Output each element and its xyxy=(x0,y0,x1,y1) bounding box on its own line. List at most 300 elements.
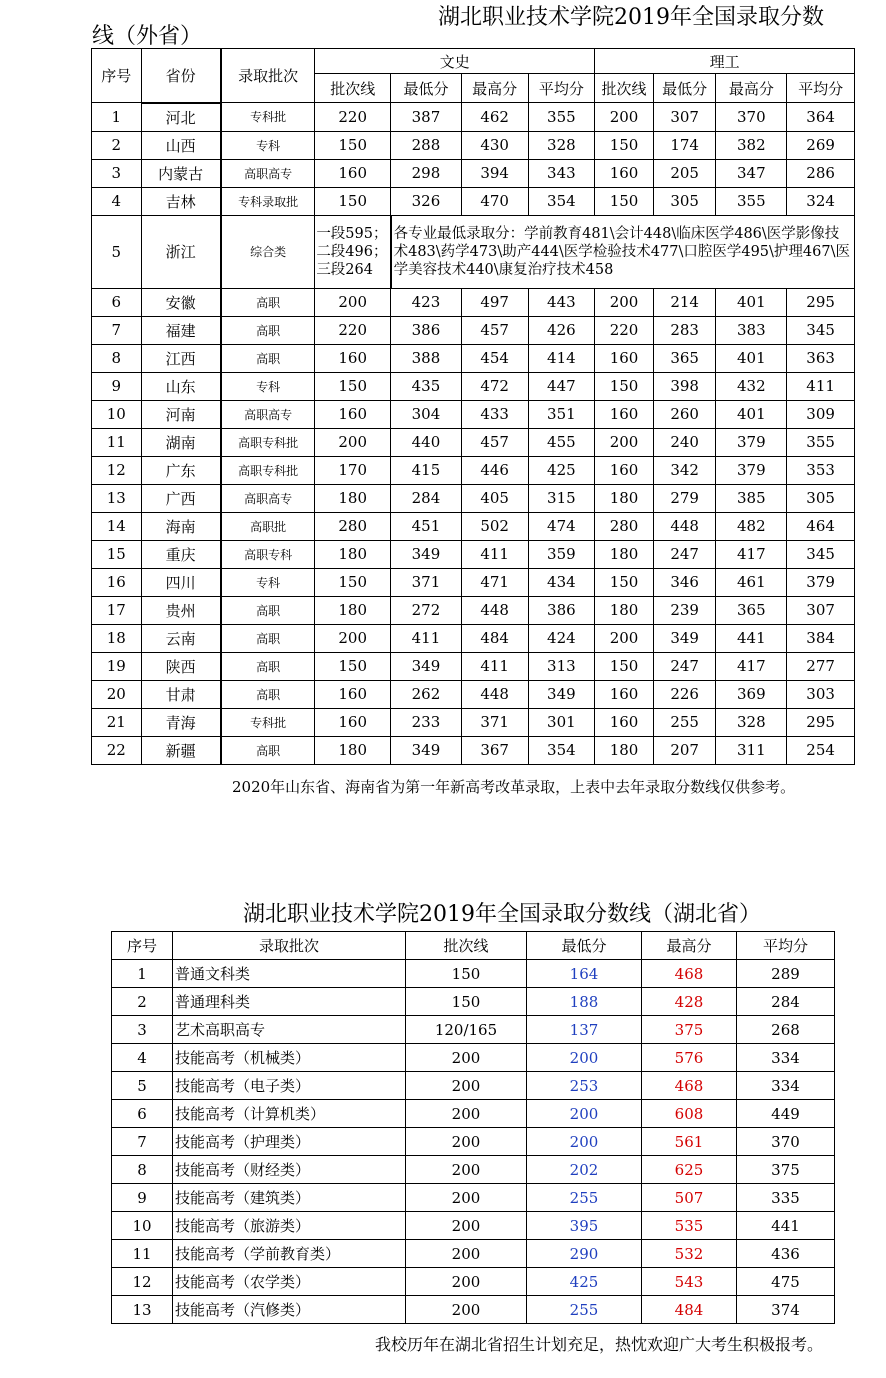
cell-li: 384 xyxy=(787,624,855,652)
table-row xyxy=(92,736,855,764)
cell-batch-line: 200 xyxy=(406,1184,527,1212)
score-line: 一段595； xyxy=(316,225,388,242)
table-row xyxy=(92,484,855,512)
cell-avg: 475 xyxy=(737,1268,835,1296)
cell-wen: 435 xyxy=(391,372,462,400)
cell-li: 200 xyxy=(595,624,654,652)
cell-wen: 304 xyxy=(391,400,462,428)
cell-score-lines xyxy=(315,215,391,288)
cell-no: 4 xyxy=(92,187,142,215)
cell-batch: 技能高考（汽修类） xyxy=(173,1296,406,1324)
cell-wen: 355 xyxy=(528,103,595,132)
cell-li: 355 xyxy=(787,428,855,456)
cell-wen: 359 xyxy=(528,540,595,568)
cell-li: 207 xyxy=(653,736,716,764)
cell-no: 8 xyxy=(92,344,142,372)
cell-li: 411 xyxy=(787,372,855,400)
cell-batch: 技能高考（机械类） xyxy=(173,1044,406,1072)
cell-batch: 技能高考（农学类） xyxy=(173,1268,406,1296)
cell-li: 150 xyxy=(595,652,654,680)
cell-li: 305 xyxy=(653,187,716,215)
cell-wen: 200 xyxy=(315,624,391,652)
cell-li: 448 xyxy=(653,512,716,540)
cell-li: 286 xyxy=(787,159,855,187)
cell-wen: 150 xyxy=(315,372,391,400)
cell-li: 432 xyxy=(716,372,787,400)
cell-li: 363 xyxy=(787,344,855,372)
cell-batch: 专科批 xyxy=(221,103,315,132)
cell-batch-line: 200 xyxy=(406,1268,527,1296)
cell-no: 12 xyxy=(92,456,142,484)
cell-batch: 高职专科批 xyxy=(221,456,315,484)
cell-min: 200 xyxy=(527,1100,642,1128)
cell-wen: 388 xyxy=(391,344,462,372)
page-title-hubei: 湖北职业技术学院2019年全国录取分数线（湖北省） xyxy=(243,902,761,927)
cell-li: 342 xyxy=(653,456,716,484)
table-row xyxy=(112,1016,835,1044)
cell-li: 200 xyxy=(595,428,654,456)
cell-li: 305 xyxy=(787,484,855,512)
table-row xyxy=(92,652,855,680)
cell-batch: 高职 xyxy=(221,596,315,624)
cell-li: 160 xyxy=(595,708,654,736)
cell-li: 150 xyxy=(595,187,654,215)
cell-batch-line: 200 xyxy=(406,1128,527,1156)
cell-li: 417 xyxy=(716,540,787,568)
cell-li: 328 xyxy=(716,708,787,736)
cell-wen: 484 xyxy=(461,624,528,652)
cell-wen: 180 xyxy=(315,736,391,764)
table-row xyxy=(92,372,855,400)
cell-avg: 289 xyxy=(737,960,835,988)
cell-batch: 高职 xyxy=(221,288,315,316)
cell-province: 浙江 xyxy=(141,215,221,288)
cell-max: 535 xyxy=(642,1212,737,1240)
cell-province: 新疆 xyxy=(141,736,221,764)
cell-li: 180 xyxy=(595,596,654,624)
cell-no: 4 xyxy=(112,1044,173,1072)
cell-min: 425 xyxy=(527,1268,642,1296)
cell-wen: 160 xyxy=(315,680,391,708)
cell-wen: 451 xyxy=(391,512,462,540)
cell-no: 15 xyxy=(92,540,142,568)
cell-wen: 272 xyxy=(391,596,462,624)
cell-wen: 502 xyxy=(461,512,528,540)
cell-min: 255 xyxy=(527,1184,642,1212)
cell-batch-line: 150 xyxy=(406,988,527,1016)
table-row xyxy=(92,680,855,708)
cell-li: 200 xyxy=(595,288,654,316)
cell-batch-line: 200 xyxy=(406,1212,527,1240)
footnote-out: 2020年山东省、海南省为第一年新高考改革录取，上表中去年录取分数线仅供参考。 xyxy=(232,778,796,796)
score-line: 三段264 xyxy=(316,261,373,278)
cell-wen: 150 xyxy=(315,568,391,596)
cell-li: 150 xyxy=(595,568,654,596)
cell-province: 内蒙古 xyxy=(141,159,221,187)
cell-wen: 288 xyxy=(391,131,462,159)
cell-avg: 436 xyxy=(737,1240,835,1268)
cell-wen: 447 xyxy=(528,372,595,400)
cell-wen: 354 xyxy=(528,736,595,764)
cell-li: 307 xyxy=(653,103,716,132)
cell-wen: 448 xyxy=(461,596,528,624)
cell-no: 14 xyxy=(92,512,142,540)
cell-wen: 443 xyxy=(528,288,595,316)
cell-wen: 394 xyxy=(461,159,528,187)
cell-wen: 411 xyxy=(391,624,462,652)
cell-li: 279 xyxy=(653,484,716,512)
cell-batch: 高职批 xyxy=(221,512,315,540)
table-row xyxy=(112,1268,835,1296)
hubei-header-cell: 录取批次 xyxy=(173,932,406,960)
cell-wen: 200 xyxy=(315,428,391,456)
cell-no: 19 xyxy=(92,652,142,680)
header-li-sub: 平均分 xyxy=(787,74,855,103)
cell-batch: 高职 xyxy=(221,680,315,708)
cell-min: 137 xyxy=(527,1016,642,1044)
cell-batch: 高职高专 xyxy=(221,400,315,428)
table-row-zhejiang xyxy=(92,215,855,288)
cell-min: 200 xyxy=(527,1044,642,1072)
cell-wen: 386 xyxy=(391,316,462,344)
cell-no: 21 xyxy=(92,708,142,736)
cell-province: 广西 xyxy=(141,484,221,512)
cell-batch: 技能高考（学前教育类） xyxy=(173,1240,406,1268)
hubei-header-cell: 批次线 xyxy=(406,932,527,960)
cell-wen: 423 xyxy=(391,288,462,316)
cell-wen: 160 xyxy=(315,400,391,428)
cell-wen: 455 xyxy=(528,428,595,456)
cell-batch: 高职高专 xyxy=(221,484,315,512)
cell-province: 广东 xyxy=(141,456,221,484)
cell-province: 湖南 xyxy=(141,428,221,456)
cell-wen: 220 xyxy=(315,316,391,344)
cell-min: 200 xyxy=(527,1128,642,1156)
cell-batch-line: 200 xyxy=(406,1100,527,1128)
cell-no: 13 xyxy=(112,1296,173,1324)
cell-batch: 普通理科类 xyxy=(173,988,406,1016)
table-row xyxy=(92,568,855,596)
cell-li: 355 xyxy=(716,187,787,215)
cell-wen: 298 xyxy=(391,159,462,187)
cell-batch: 专科 xyxy=(221,568,315,596)
cell-wen: 414 xyxy=(528,344,595,372)
cell-batch: 专科录取批 xyxy=(221,187,315,215)
cell-wen: 367 xyxy=(461,736,528,764)
hubei-header-cell: 最低分 xyxy=(527,932,642,960)
cell-li: 349 xyxy=(653,624,716,652)
cell-wen: 446 xyxy=(461,456,528,484)
cell-wen: 315 xyxy=(528,484,595,512)
cell-li: 280 xyxy=(595,512,654,540)
cell-li: 160 xyxy=(595,456,654,484)
cell-no: 18 xyxy=(92,624,142,652)
header-wen-sub: 最低分 xyxy=(391,74,462,103)
cell-province: 四川 xyxy=(141,568,221,596)
cell-province: 海南 xyxy=(141,512,221,540)
cell-batch: 专科 xyxy=(221,131,315,159)
cell-wen: 180 xyxy=(315,540,391,568)
cell-li: 417 xyxy=(716,652,787,680)
cell-avg: 374 xyxy=(737,1296,835,1324)
cell-wen: 160 xyxy=(315,708,391,736)
cell-batch: 普通文科类 xyxy=(173,960,406,988)
cell-wen: 430 xyxy=(461,131,528,159)
cell-max: 468 xyxy=(642,1072,737,1100)
cell-batch: 专科 xyxy=(221,372,315,400)
cell-li: 180 xyxy=(595,540,654,568)
cell-province: 河北 xyxy=(141,103,221,132)
cell-batch: 技能高考（旅游类） xyxy=(173,1212,406,1240)
cell-li: 345 xyxy=(787,316,855,344)
cell-wen: 434 xyxy=(528,568,595,596)
cell-no: 17 xyxy=(92,596,142,624)
cell-wen: 440 xyxy=(391,428,462,456)
cell-li: 379 xyxy=(787,568,855,596)
table-row xyxy=(112,1128,835,1156)
cell-no: 12 xyxy=(112,1268,173,1296)
cell-batch-line: 200 xyxy=(406,1296,527,1324)
table-row xyxy=(112,960,835,988)
cell-li: 295 xyxy=(787,288,855,316)
cell-min: 188 xyxy=(527,988,642,1016)
cell-li: 482 xyxy=(716,512,787,540)
cell-li: 303 xyxy=(787,680,855,708)
cell-li: 370 xyxy=(716,103,787,132)
cell-li: 255 xyxy=(653,708,716,736)
cell-wen: 150 xyxy=(315,131,391,159)
cell-avg: 335 xyxy=(737,1184,835,1212)
cell-wen: 233 xyxy=(391,708,462,736)
cell-province: 陕西 xyxy=(141,652,221,680)
cell-wen: 411 xyxy=(461,540,528,568)
cell-wen: 454 xyxy=(461,344,528,372)
table-row xyxy=(92,512,855,540)
cell-batch-line: 150 xyxy=(406,960,527,988)
table-row xyxy=(112,1212,835,1240)
cell-wen: 457 xyxy=(461,428,528,456)
cell-li: 160 xyxy=(595,680,654,708)
cell-max: 608 xyxy=(642,1100,737,1128)
cell-min: 253 xyxy=(527,1072,642,1100)
cell-wen: 415 xyxy=(391,456,462,484)
cell-batch-line: 200 xyxy=(406,1240,527,1268)
cell-li: 464 xyxy=(787,512,855,540)
cell-max: 507 xyxy=(642,1184,737,1212)
cell-wen: 280 xyxy=(315,512,391,540)
cell-li: 379 xyxy=(716,428,787,456)
cell-li: 398 xyxy=(653,372,716,400)
cell-avg: 449 xyxy=(737,1100,835,1128)
cell-wen: 343 xyxy=(528,159,595,187)
cell-province: 安徽 xyxy=(141,288,221,316)
cell-no: 1 xyxy=(112,960,173,988)
cell-wen: 150 xyxy=(315,652,391,680)
header-batch: 录取批次 xyxy=(221,49,315,103)
cell-wen: 349 xyxy=(528,680,595,708)
cell-max: 375 xyxy=(642,1016,737,1044)
cell-batch-line: 200 xyxy=(406,1072,527,1100)
table-row xyxy=(92,624,855,652)
cell-wen: 301 xyxy=(528,708,595,736)
cell-li: 379 xyxy=(716,456,787,484)
cell-li: 150 xyxy=(595,372,654,400)
table-row xyxy=(92,288,855,316)
cell-wen: 313 xyxy=(528,652,595,680)
cell-no: 11 xyxy=(112,1240,173,1268)
cell-wen: 424 xyxy=(528,624,595,652)
cell-li: 401 xyxy=(716,288,787,316)
cell-wen: 411 xyxy=(461,652,528,680)
header-wen-sub: 最高分 xyxy=(461,74,528,103)
cell-min: 395 xyxy=(527,1212,642,1240)
score-line: 二段496； xyxy=(316,243,388,260)
cell-no: 16 xyxy=(92,568,142,596)
cell-batch: 综合类 xyxy=(221,215,315,288)
cell-li: 205 xyxy=(653,159,716,187)
cell-li: 180 xyxy=(595,736,654,764)
cell-wen: 371 xyxy=(461,708,528,736)
cell-wen: 474 xyxy=(528,512,595,540)
cell-wen: 497 xyxy=(461,288,528,316)
cell-batch: 技能高考（财经类） xyxy=(173,1156,406,1184)
table-row xyxy=(112,1072,835,1100)
cell-avg: 370 xyxy=(737,1128,835,1156)
cell-li: 150 xyxy=(595,131,654,159)
cell-wen: 200 xyxy=(315,288,391,316)
cell-li: 324 xyxy=(787,187,855,215)
cell-li: 346 xyxy=(653,568,716,596)
cell-no: 9 xyxy=(92,372,142,400)
cell-wen: 426 xyxy=(528,316,595,344)
cell-batch: 高职高专 xyxy=(221,159,315,187)
cell-wen: 470 xyxy=(461,187,528,215)
table-row xyxy=(92,344,855,372)
cell-li: 160 xyxy=(595,159,654,187)
cell-batch: 高职 xyxy=(221,316,315,344)
cell-wen: 433 xyxy=(461,400,528,428)
cell-no: 3 xyxy=(112,1016,173,1044)
hubei-header-cell: 最高分 xyxy=(642,932,737,960)
header-li-sub: 最低分 xyxy=(653,74,716,103)
cell-avg: 334 xyxy=(737,1044,835,1072)
cell-no: 5 xyxy=(92,215,142,288)
cell-avg: 334 xyxy=(737,1072,835,1100)
cell-no: 5 xyxy=(112,1072,173,1100)
cell-max: 625 xyxy=(642,1156,737,1184)
cell-batch: 技能高考（护理类） xyxy=(173,1128,406,1156)
cell-li: 247 xyxy=(653,540,716,568)
cell-avg: 268 xyxy=(737,1016,835,1044)
cell-province: 重庆 xyxy=(141,540,221,568)
cell-wen: 457 xyxy=(461,316,528,344)
header-province: 省份 xyxy=(141,49,221,103)
cell-no: 3 xyxy=(92,159,142,187)
table-row xyxy=(92,103,855,132)
cell-batch: 技能高考（计算机类） xyxy=(173,1100,406,1128)
cell-li: 382 xyxy=(716,131,787,159)
cell-wen: 180 xyxy=(315,484,391,512)
cell-min: 164 xyxy=(527,960,642,988)
cell-province: 河南 xyxy=(141,400,221,428)
cell-li: 345 xyxy=(787,540,855,568)
cell-wen: 220 xyxy=(315,103,391,132)
cell-li: 441 xyxy=(716,624,787,652)
table-row xyxy=(112,1100,835,1128)
cell-no: 20 xyxy=(92,680,142,708)
cell-no: 2 xyxy=(112,988,173,1016)
table-row xyxy=(112,988,835,1016)
table-row xyxy=(112,1184,835,1212)
table-row xyxy=(92,131,855,159)
cell-no: 6 xyxy=(92,288,142,316)
cell-no: 9 xyxy=(112,1184,173,1212)
cell-wen: 351 xyxy=(528,400,595,428)
cell-li: 383 xyxy=(716,316,787,344)
cell-li: 269 xyxy=(787,131,855,159)
cell-batch: 艺术高职高专 xyxy=(173,1016,406,1044)
cell-wen: 349 xyxy=(391,540,462,568)
cell-avg: 284 xyxy=(737,988,835,1016)
cell-li: 277 xyxy=(787,652,855,680)
cell-wen: 349 xyxy=(391,736,462,764)
cell-wen: 472 xyxy=(461,372,528,400)
page-title-out-part1: 湖北职业技术学院2019年全国录取分数 xyxy=(438,5,824,30)
cell-li: 365 xyxy=(653,344,716,372)
cell-no: 2 xyxy=(92,131,142,159)
cell-wen: 328 xyxy=(528,131,595,159)
cell-no: 7 xyxy=(112,1128,173,1156)
header-ligong: 理工 xyxy=(595,49,855,74)
cell-li: 364 xyxy=(787,103,855,132)
cell-li: 307 xyxy=(787,596,855,624)
cell-wen: 448 xyxy=(461,680,528,708)
cell-wen: 326 xyxy=(391,187,462,215)
cell-li: 200 xyxy=(595,103,654,132)
cell-wen: 180 xyxy=(315,596,391,624)
cell-batch-line: 200 xyxy=(406,1156,527,1184)
table-row xyxy=(92,400,855,428)
table-row xyxy=(112,1044,835,1072)
cell-province: 山东 xyxy=(141,372,221,400)
hubei-header-row xyxy=(112,932,835,960)
table-row xyxy=(92,316,855,344)
cell-no: 1 xyxy=(92,103,142,132)
hubei-table xyxy=(111,931,835,1324)
cell-min: 290 xyxy=(527,1240,642,1268)
cell-li: 180 xyxy=(595,484,654,512)
cell-max: 428 xyxy=(642,988,737,1016)
page-title-out-part2: 线（外省） xyxy=(92,24,203,49)
cell-wen: 160 xyxy=(315,159,391,187)
cell-li: 401 xyxy=(716,344,787,372)
cell-li: 385 xyxy=(716,484,787,512)
cell-li: 160 xyxy=(595,400,654,428)
cell-batch: 高职专科批 xyxy=(221,428,315,456)
cell-batch: 高职专科 xyxy=(221,540,315,568)
cell-province: 云南 xyxy=(141,624,221,652)
footnote-hubei: 我校历年在湖北省招生计划充足，热忱欢迎广大考生积极报考。 xyxy=(375,1335,824,1354)
cell-li: 160 xyxy=(595,344,654,372)
cell-li: 283 xyxy=(653,316,716,344)
table-row xyxy=(112,1240,835,1268)
cell-li: 174 xyxy=(653,131,716,159)
cell-li: 226 xyxy=(653,680,716,708)
cell-li: 309 xyxy=(787,400,855,428)
table-row xyxy=(92,708,855,736)
cell-province: 吉林 xyxy=(141,187,221,215)
header-li-sub: 批次线 xyxy=(595,74,654,103)
